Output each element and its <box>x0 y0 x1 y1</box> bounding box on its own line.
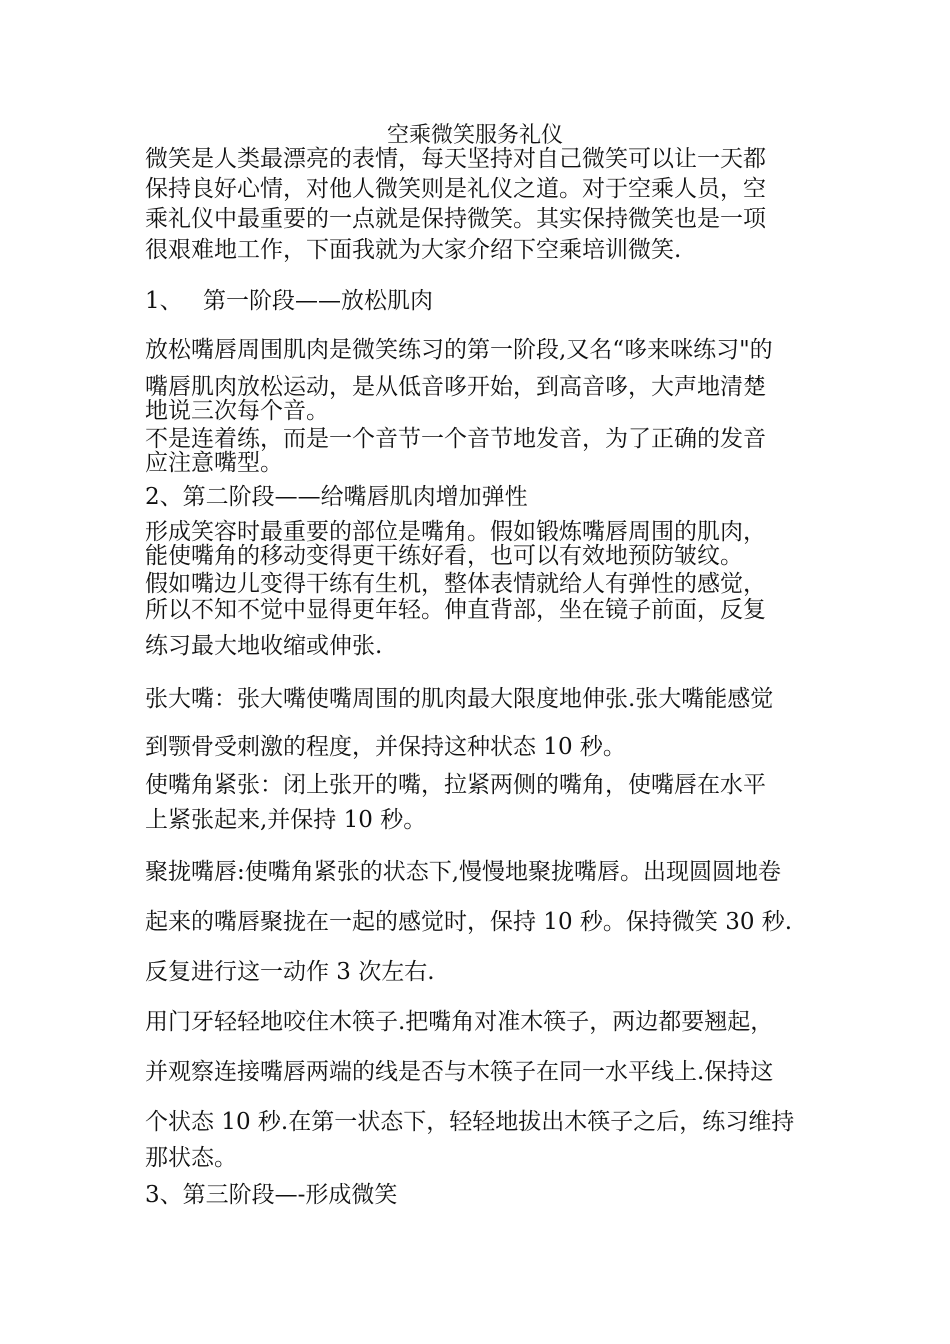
section-2-paragraph-2 <box>145 569 810 625</box>
section-1-number: 1、 <box>145 288 183 314</box>
s1-p1-line-3: 地说三次每个音。 <box>145 398 329 424</box>
document-title: 空乘微笑服务礼仪 <box>386 123 563 148</box>
intro-paragraph-end <box>145 235 810 265</box>
intro-line-1: 微笑是人类最漂亮的表情，每天坚持对自己微笑可以让一天都 <box>145 146 766 172</box>
mouth-tense-line-1: 使嘴角紧张：闭上张开的嘴，拉紧两侧的嘴角，使嘴唇在水平 <box>145 772 766 798</box>
mouth-open-line-1: 张大嘴：张大嘴使嘴周围的肌肉最大限度地伸张.张大嘴能感觉 <box>145 686 774 712</box>
mouth-tense-paragraph <box>145 770 810 800</box>
s1-p2-line-2: 应注意嘴型。 <box>145 450 283 476</box>
section-2-heading: 2、第二阶段——给嘴唇肌肉增加弹性 <box>145 484 528 510</box>
section-3-heading: 3、第三阶段—-形成微笑 <box>145 1182 398 1208</box>
intro-line-2: 保持良好心情，对他人微笑则是礼仪之道。对于空乘人员，空 <box>145 176 766 202</box>
chopsticks-paragraph-2 <box>145 1057 810 1087</box>
s2-p2-line-3: 练习最大地收缩或伸张. <box>145 633 383 659</box>
mouth-open-paragraph-end <box>145 732 810 762</box>
s2-p2-line-2: 所以不知不觉中显得更年轻。伸直背部，坐在镜子前面，反复 <box>145 597 766 623</box>
intro-line-3: 乘礼仪中最重要的一点就是保持微笑。其实保持微笑也是一项 <box>145 206 766 232</box>
s1-p1-line-2: 嘴唇肌肉放松运动，是从低音哆开始，到高音哆，大声地清楚 <box>145 374 766 400</box>
section-1-title: 第一阶段——放松肌肉 <box>203 288 433 314</box>
mouth-tense-paragraph-end <box>145 805 810 835</box>
mouth-open-line-2: 到颚骨受刺激的程度，并保持这种状态 10 秒。 <box>145 734 626 760</box>
chopsticks-paragraph <box>145 1007 810 1037</box>
s2-p2-line-1: 假如嘴边儿变得干练有生机，整体表情就给人有弹性的感觉， <box>145 571 766 597</box>
lips-gather-line-3: 反复进行这一动作 3 次左右. <box>145 959 435 985</box>
s1-p2-line-1: 不是连着练，而是一个音节一个音节地发音，为了正确的发音 <box>145 426 766 452</box>
section-1-paragraph-1a <box>145 335 810 365</box>
lips-gather-paragraph <box>145 857 810 887</box>
s2-p1-line-1: 形成笑容时最重要的部位是嘴角。假如锻炼嘴唇周围的肌肉， <box>145 519 766 545</box>
lips-gather-line-2: 起来的嘴唇聚拢在一起的感觉时，保持 10 秒。保持微笑 30 秒. <box>145 909 793 935</box>
section-1-paragraph-1b <box>145 372 810 426</box>
lips-gather-paragraph-3 <box>145 957 810 987</box>
section-1-paragraph-2 <box>145 424 810 478</box>
mouth-tense-line-2: 上紧张起来,并保持 10 秒。 <box>145 807 427 833</box>
intro-paragraph <box>145 144 810 234</box>
mouth-open-paragraph <box>145 684 810 714</box>
chopsticks-paragraph-3 <box>145 1107 810 1173</box>
s2-p1-line-2: 能使嘴角的移动变得更干练好看，也可以有效地预防皱纹。 <box>145 543 743 569</box>
chopsticks-line-1: 用门牙轻轻地咬住木筷子.把嘴角对准木筷子，两边都要翘起， <box>145 1009 774 1035</box>
section-2-paragraph-2-end <box>145 631 810 661</box>
section-2-paragraph-1 <box>145 517 810 571</box>
chopsticks-line-2: 并观察连接嘴唇两端的线是否与木筷子在同一水平线上.保持这 <box>145 1059 774 1085</box>
s1-p1-line-1: 放松嘴唇周围肌肉是微笑练习的第一阶段,又名“哆来咪练习"的 <box>145 337 773 363</box>
chopsticks-line-3: 个状态 10 秒.在第一状态下，轻轻地拔出木筷子之后，练习维持 <box>145 1109 795 1135</box>
intro-line-4: 很艰难地工作，下面我就为大家介绍下空乘培训微笑. <box>145 237 682 263</box>
lips-gather-paragraph-2 <box>145 907 810 937</box>
chopsticks-line-4: 那状态。 <box>145 1145 237 1171</box>
section-1-heading <box>145 286 810 316</box>
lips-gather-line-1: 聚拢嘴唇:使嘴角紧张的状态下,慢慢地聚拢嘴唇。出现圆圆地卷 <box>145 859 782 885</box>
